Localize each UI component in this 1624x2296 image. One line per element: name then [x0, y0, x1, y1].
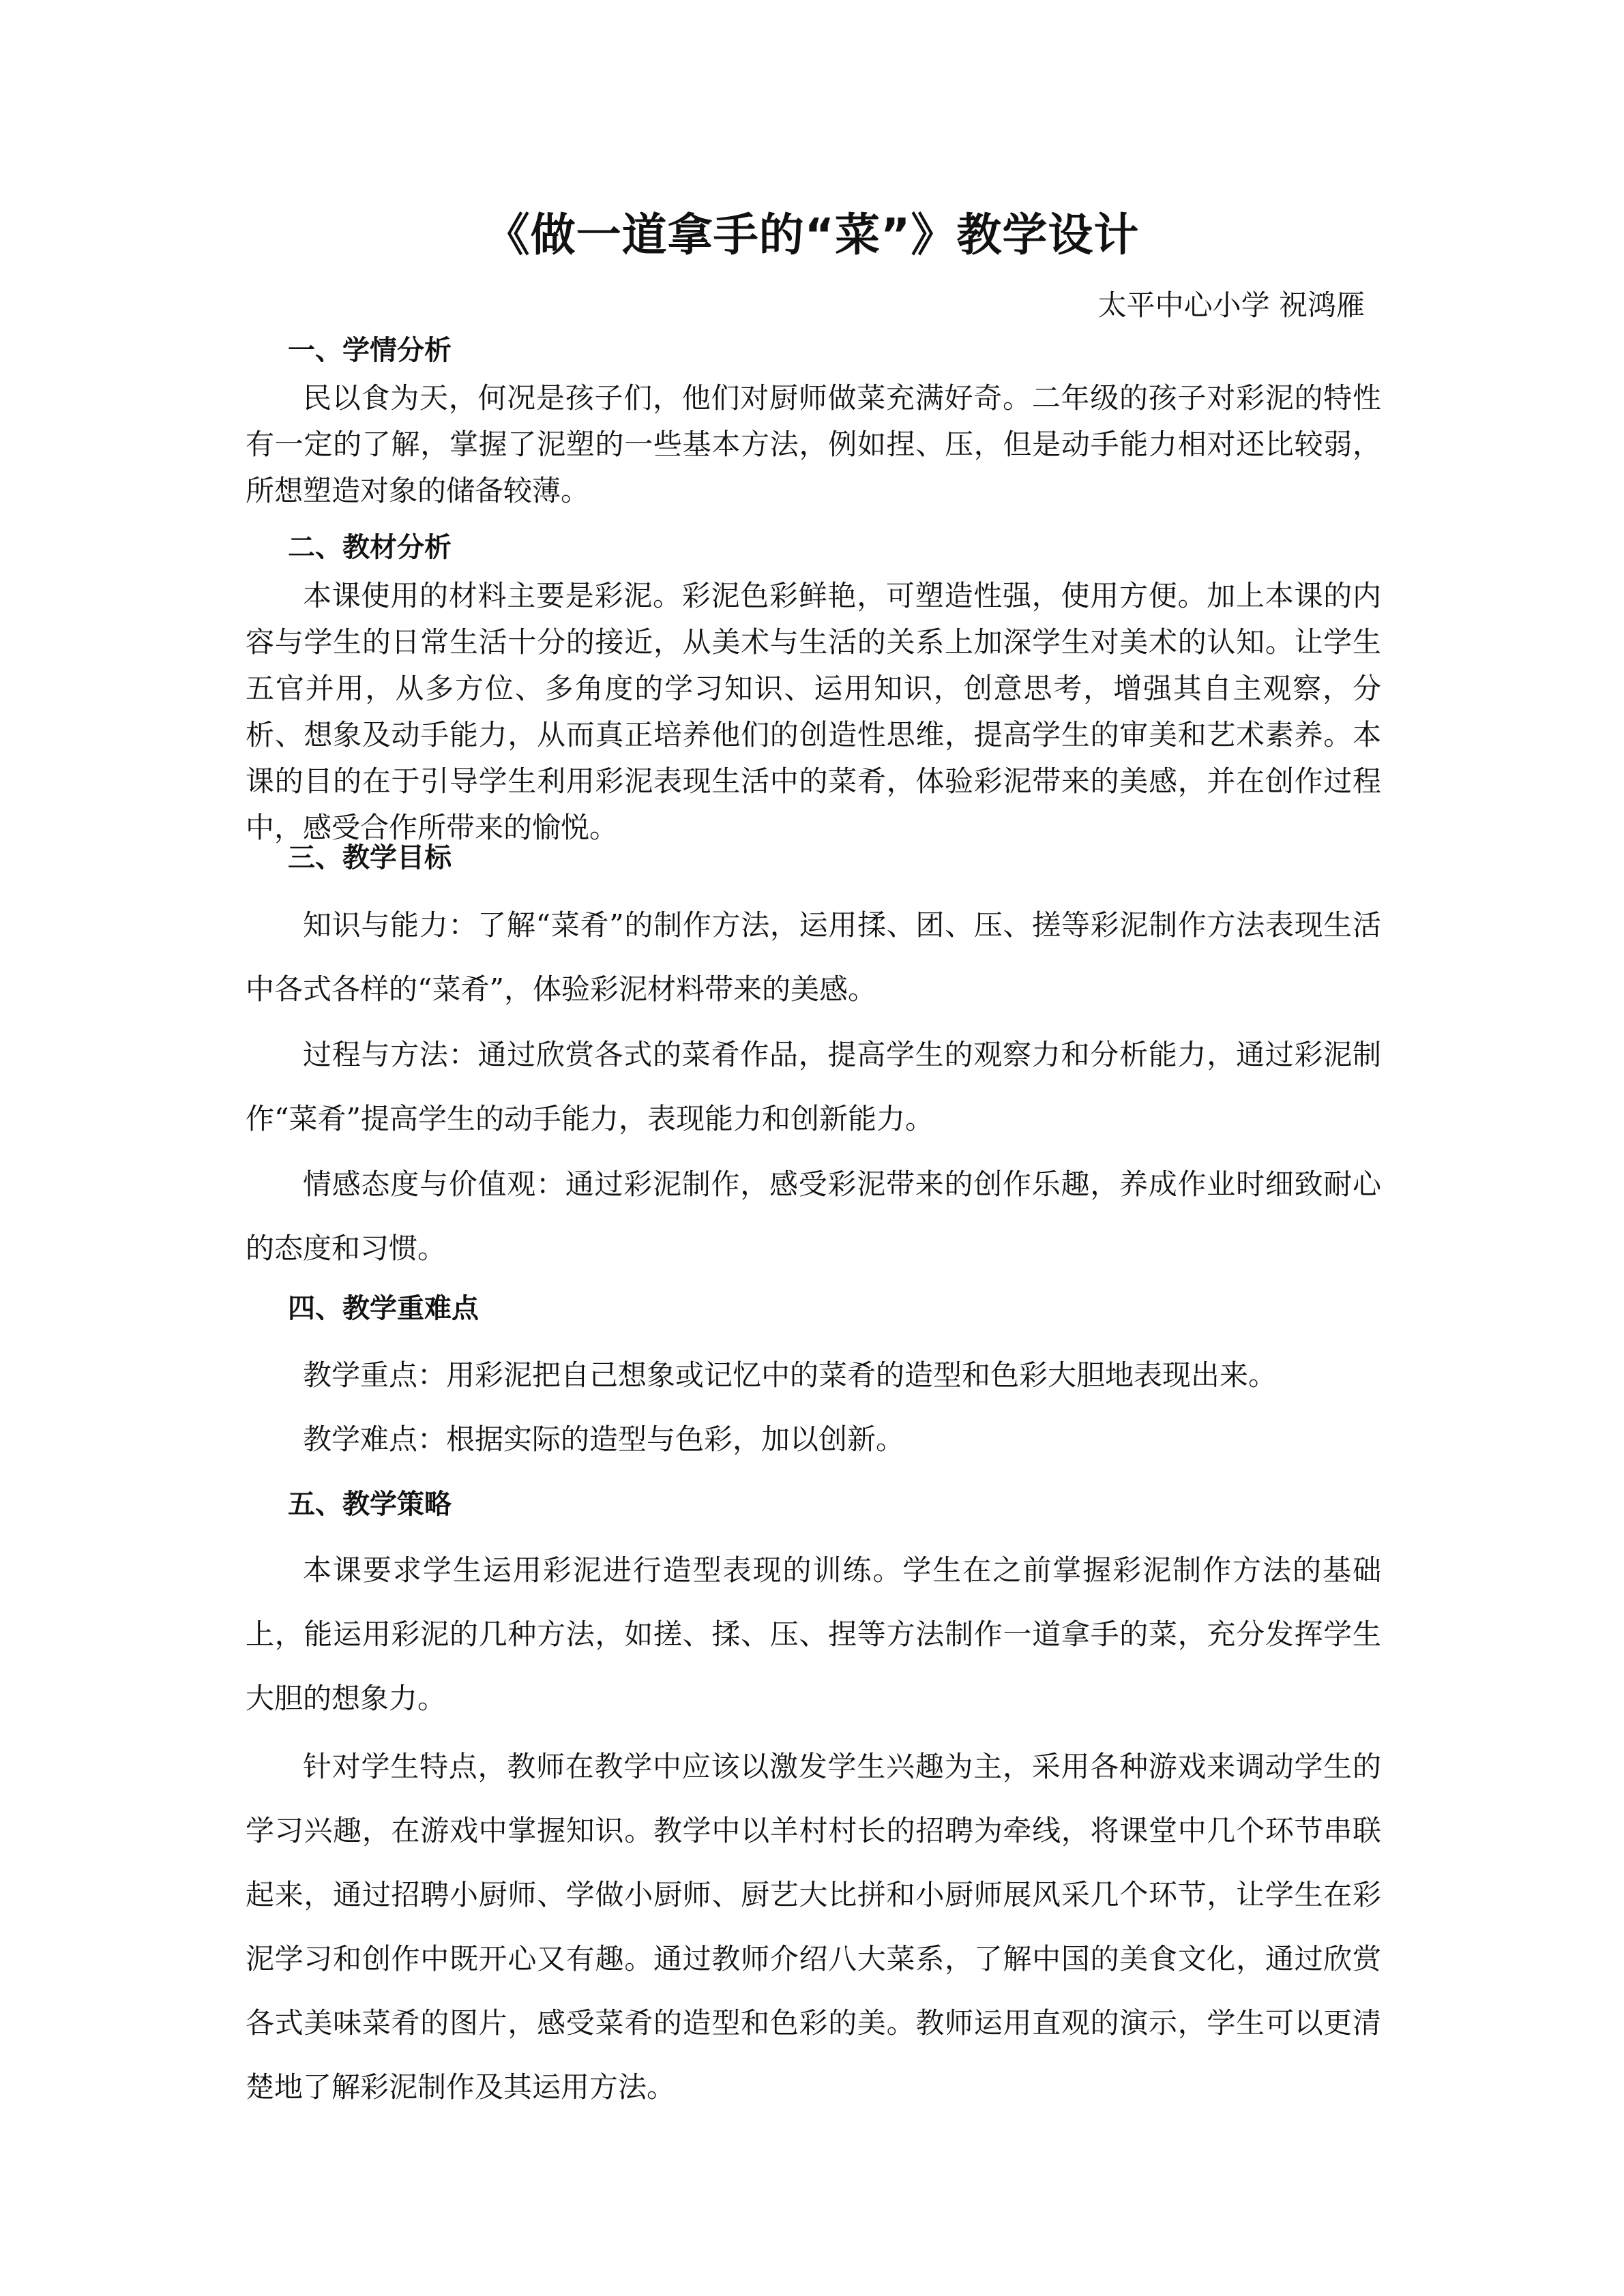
- section-4-paragraph-2: 教学难点：根据实际的造型与色彩，加以创新。: [303, 1422, 905, 1456]
- document-title: 《做一道拿手的“菜”》教学设计: [484, 209, 1140, 261]
- section-heading-5: 五、教学策略: [288, 1489, 452, 1520]
- section-heading-4: 四、教学重难点: [288, 1293, 479, 1324]
- section-3-paragraph-3: 情感态度与价值观：通过彩泥制作，感受彩泥带来的创作乐趣，养成作业时细致耐心的态度和习惯。: [246, 1167, 1381, 1265]
- section-5-paragraph-2: 针对学生特点，教师在教学中应该以激发学生兴趣为主，采用各种游戏来调动学生的学习兴趣，在游戏中掌握知识。教学中以羊村村长的招聘为牵线，将课堂中几个环节串联起来，通过招聘小厨师、学做小厨师、厨艺大比拼和小厨师展风采几个环节，让学生在彩泥学习和创作中既开心又有趣。通过教师介绍八大菜系，了解中国的美食文化，通过欣赏各式美味菜肴的图片，感受菜肴的造型和色彩的美。教师运用直观的演示，学生可以更清楚地了解彩泥制作及其运用方法。: [246, 1750, 1381, 2104]
- section-5-paragraph-1: 本课要求学生运用彩泥进行造型表现的训练。学生在之前掌握彩泥制作方法的基础上，能运用彩泥的几种方法，如搓、揉、压、捏等方法制作一道拿手的菜，充分发挥学生大胆的想象力。: [246, 1553, 1381, 1715]
- document-author: 太平中心小学 祝鸿雁: [1097, 288, 1365, 322]
- section-4-paragraph-1: 教学重点：用彩泥把自己想象或记忆中的菜肴的造型和色彩大胆地表现出来。: [303, 1358, 1278, 1392]
- section-heading-1: 一、学情分析: [288, 335, 452, 366]
- section-3-paragraph-1: 知识与能力：了解“菜肴”的制作方法，运用揉、团、压、搓等彩泥制作方法表现生活中各式各样的“菜肴”，体验彩泥材料带来的美感。: [246, 908, 1381, 1006]
- section-2-paragraph-1: 本课使用的材料主要是彩泥。彩泥色彩鲜艳，可塑造性强，使用方便。加上本课的内容与学生的日常生活十分的接近，从美术与生活的关系上加深学生对美术的认知。让学生五官并用，从多方位、多角度的学习知识、运用知识，创意思考，增强其自主观察，分析、想象及动手能力，从而真正培养他们的创造性思维，提高学生的审美和艺术素养。本课的目的在于引导学生利用彩泥表现生活中的菜肴，体验彩泥带来的美感，并在创作过程中，感受合作所带来的愉悦。: [246, 579, 1381, 844]
- section-3-paragraph-2: 过程与方法：通过欣赏各式的菜肴作品，提高学生的观察力和分析能力，通过彩泥制作“菜肴”提高学生的动手能力，表现能力和创新能力。: [246, 1038, 1381, 1135]
- section-heading-2: 二、教材分析: [288, 532, 452, 563]
- section-1-paragraph-1: 民以食为天，何况是孩子们，他们对厨师做菜充满好奇。二年级的孩子对彩泥的特性有一定的了解，掌握了泥塑的一些基本方法，例如捏、压，但是动手能力相对还比较弱，所想塑造对象的储备较薄。: [246, 381, 1381, 507]
- section-heading-3: 三、教学目标: [288, 842, 452, 874]
